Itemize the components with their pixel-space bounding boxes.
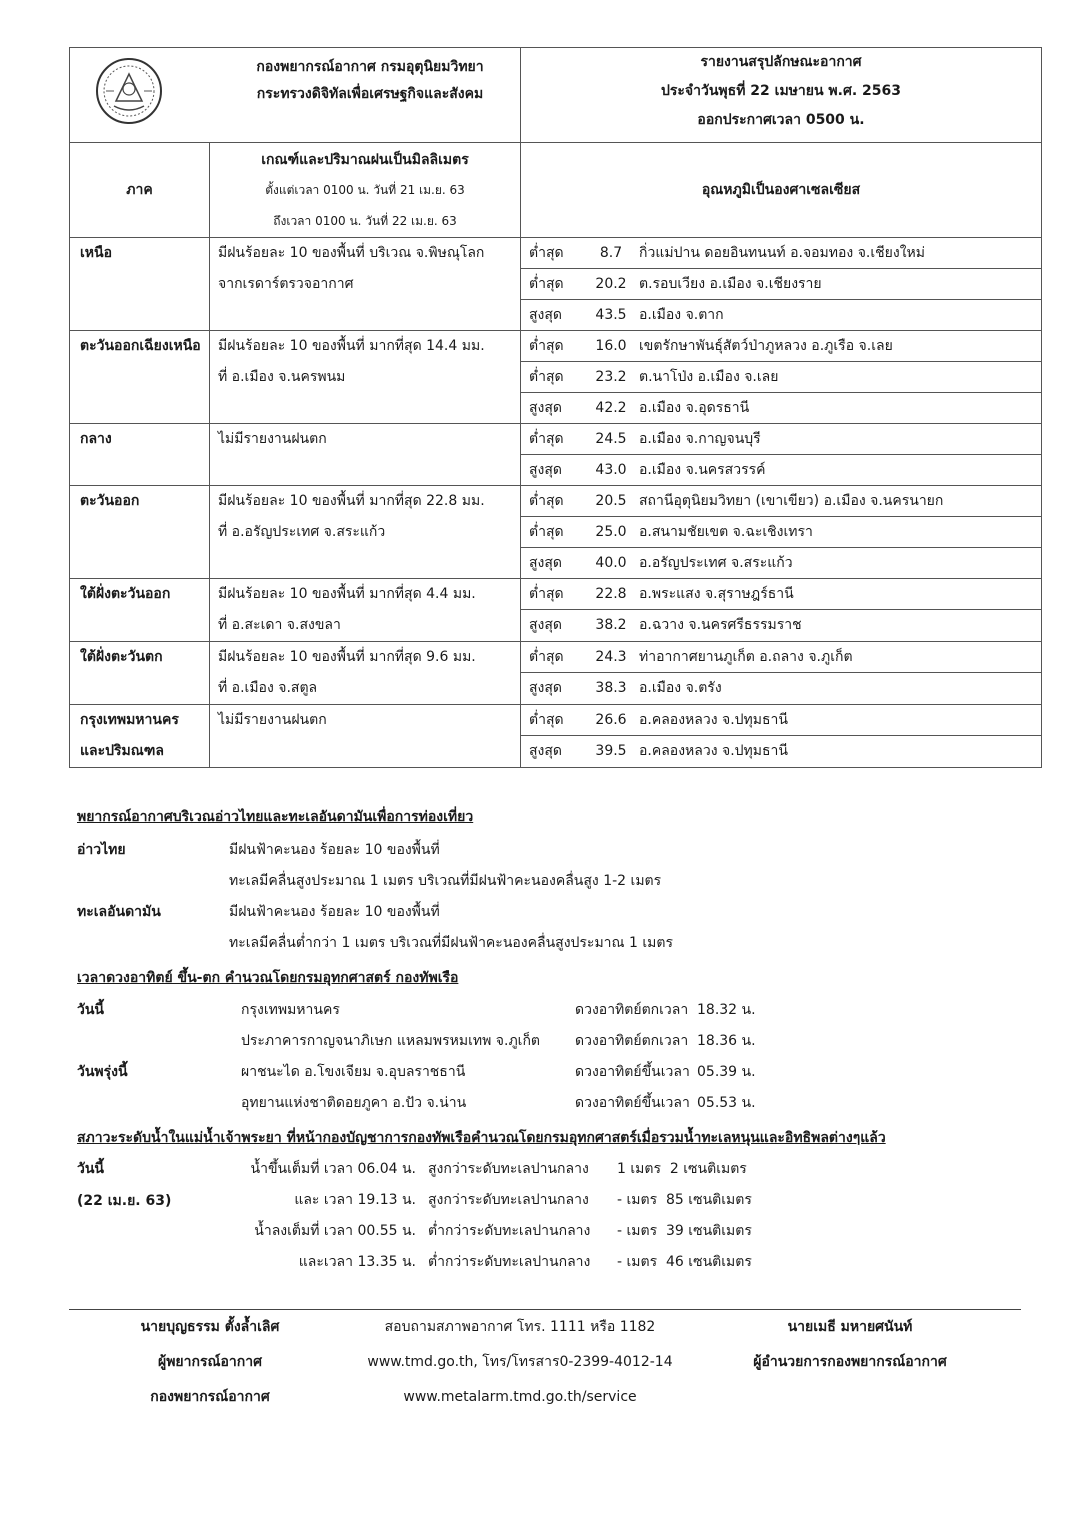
temp-place: ท่าอากาศยานภูเก็ต อ.ถลาง จ.ภูเก็ต xyxy=(639,642,1041,673)
rain-text: มีฝนร้อยละ 10 ของพื้นที่ มากที่สุด 9.6 มม. xyxy=(218,649,476,665)
region-name: ใต้ฝั่งตะวันออก xyxy=(80,586,171,602)
region-name-cell xyxy=(70,579,210,642)
temp-kind: สูงสุด xyxy=(529,400,563,416)
region-row xyxy=(70,238,1042,331)
temp-value: 22.8 xyxy=(583,579,639,610)
rain-text: มีฝนร้อยละ 10 ของพื้นที่ มากที่สุด 4.4 มม. xyxy=(218,586,476,602)
temp-place: อ.คลองหลวง จ.ปทุมธานี xyxy=(639,743,788,759)
temp-row xyxy=(521,362,1041,393)
temp-kind: ต่ำสุด xyxy=(521,362,583,393)
region-name: ตะวันออก xyxy=(80,493,140,509)
temp-row xyxy=(521,673,1041,704)
temp-place: อ.คลองหลวง จ.ปทุมธานี xyxy=(639,705,1041,736)
sun-place: ประภาคารกาญจนาภิเษก แหลมพรหมเทพ จ.ภูเก็ต xyxy=(241,1033,541,1049)
temp-value: 39.5 xyxy=(595,743,627,759)
temp-value: 26.6 xyxy=(583,705,639,736)
temp-place: อ.เมือง จ.ตาก xyxy=(639,307,724,323)
tide-section-title: สภาวะระดับน้ำในแม่น้ำเจ้าพระยา ที่หน้ากองบัญชาการกองทัพเรือคำนวณโดยกรมอุทกศาสตร์เมื่อรวมน้ำทะเลหนุนและอิทธิพลต่างๆแล้ว xyxy=(77,1130,886,1146)
temps-cell xyxy=(521,705,1042,768)
temp-place: อ.เมือง จ.ตรัง xyxy=(639,680,722,696)
sun-event: ดวงอาทิตย์ขึ้นเวลา xyxy=(575,1064,690,1080)
forecaster-title: ผู้พยากรณ์อากาศ xyxy=(158,1354,262,1370)
region-row xyxy=(70,486,1042,579)
temp-row xyxy=(521,331,1041,362)
sun-event: ดวงอาทิตย์ขึ้นเวลา xyxy=(575,1095,690,1111)
temp-kind: ต่ำสุด xyxy=(521,269,583,300)
temp-row xyxy=(521,300,1041,331)
temp-value: 38.2 xyxy=(595,617,627,633)
rain-header-from: ตั้งแต่เวลา 0100 น. วันที่ 21 เม.ย. 63 xyxy=(265,183,465,197)
rain-cell xyxy=(210,579,521,642)
tide-date-label: (22 เม.ย. 63) xyxy=(77,1193,172,1209)
temp-place: อ.เมือง จ.กาญจนบุรี xyxy=(639,424,1041,455)
contact-website[interactable]: www.tmd.go.th, โทร/โทรสาร0-2399-4012-14 xyxy=(367,1354,673,1370)
tmd-seal-icon xyxy=(94,56,164,126)
temp-place: ต.นาโป่ง อ.เมือง จ.เลย xyxy=(639,362,1041,393)
temp-kind: สูงสุด xyxy=(529,307,563,323)
tide-relation: สูงกว่าระดับทะเลปานกลาง xyxy=(428,1161,589,1177)
temp-value: 20.5 xyxy=(583,486,639,517)
rain-header-title: เกณฑ์และปริมาณฝนเป็นมิลลิเมตร xyxy=(261,152,469,168)
temps-cell xyxy=(521,579,1042,642)
rain-text: มีฝนร้อยละ 10 ของพื้นที่ มากที่สุด 22.8 มม. xyxy=(218,493,485,509)
footer-left xyxy=(100,1310,320,1415)
tide-time: และ เวลา 19.13 น. xyxy=(294,1192,416,1208)
region-name: กรุงเทพมหานคร xyxy=(80,712,179,728)
region-name: ตะวันออกเฉียงเหนือ xyxy=(80,338,201,354)
temp-row xyxy=(521,517,1041,548)
temp-value: 20.2 xyxy=(583,269,639,300)
temp-row xyxy=(521,705,1041,736)
col-temp-header: อุณหภูมิเป็นองศาเซลเซียส xyxy=(521,143,1042,238)
org-name-line1: กองพยากรณ์อากาศ กรมอุตุนิยมวิทยา xyxy=(256,59,484,75)
rain-text: ที่ อ.สะเดา จ.สงขลา xyxy=(218,617,341,633)
footer-right xyxy=(720,1310,980,1380)
report-title-cell xyxy=(521,48,1042,143)
temp-kind: ต่ำสุด xyxy=(521,642,583,673)
contact-service-link[interactable]: www.metalarm.tmd.go.th/service xyxy=(403,1389,637,1405)
tide-time: น้ำลงเต็มที่ เวลา 00.55 น. xyxy=(254,1223,416,1239)
marine-forecast-line: ทะเลมีคลื่นสูงประมาณ 1 เมตร บริเวณที่มีฝนฟ้าคะนองคลื่นสูง 1-2 เมตร xyxy=(229,873,662,889)
sun-event: ดวงอาทิตย์ตกเวลา xyxy=(575,1033,689,1049)
temp-value: 8.7 xyxy=(583,238,639,269)
temp-kind: สูงสุด xyxy=(529,462,563,478)
temp-row xyxy=(521,238,1041,269)
temp-value: 25.0 xyxy=(583,517,639,548)
forecaster-name: นายบุญธรรม ตั้งล้ำเลิศ xyxy=(140,1319,280,1335)
marine-forecast-line: มีฝนฟ้าคะนอง ร้อยละ 10 ของพื้นที่ xyxy=(229,904,440,920)
rain-cell xyxy=(210,424,521,486)
temp-place: อ.เมือง จ.อุดรธานี xyxy=(639,400,750,416)
rain-text: ไม่มีรายงานฝนตก xyxy=(218,712,327,728)
region-name-cell xyxy=(70,486,210,579)
tide-relation: ต่ำกว่าระดับทะเลปานกลาง xyxy=(428,1254,591,1270)
rain-text: มีฝนร้อยละ 10 ของพื้นที่ บริเวณ จ.พิษณุโลก xyxy=(218,245,485,261)
issued-time: ออกประกาศเวลา 0500 น. xyxy=(697,112,865,128)
forecaster-dept: กองพยากรณ์อากาศ xyxy=(150,1389,270,1405)
temp-value: 16.0 xyxy=(583,331,639,362)
temps-cell xyxy=(521,642,1042,705)
temp-kind: ต่ำสุด xyxy=(521,517,583,548)
temp-kind: ต่ำสุด xyxy=(521,238,583,269)
report-date: ประจำวันพุธที่ 22 เมษายน พ.ศ. 2563 xyxy=(661,83,901,99)
temp-value: 43.5 xyxy=(595,307,627,323)
temp-row xyxy=(521,269,1041,300)
temp-value: 24.3 xyxy=(583,642,639,673)
temp-place: เขตรักษาพันธุ์สัตว์ป่าภูหลวง อ.ภูเรือ จ.เลย xyxy=(639,331,1041,362)
temp-value: 43.0 xyxy=(595,462,627,478)
temp-kind: สูงสุด xyxy=(529,555,563,571)
rain-cell xyxy=(210,238,521,331)
region-row xyxy=(70,705,1042,768)
temp-row xyxy=(521,548,1041,579)
weather-summary-table xyxy=(69,47,1042,768)
marine-forecast-line: มีฝนฟ้าคะนอง ร้อยละ 10 ของพื้นที่ xyxy=(229,842,440,858)
region-name: ใต้ฝั่งตะวันตก xyxy=(80,649,163,665)
temp-row xyxy=(521,455,1041,486)
temp-place: อ.สนามชัยเขต จ.ฉะเชิงเทรา xyxy=(639,517,1041,548)
director-name: นายเมธี มหายศนันท์ xyxy=(787,1319,913,1335)
sun-place: ผาชนะได อ.โขงเจียม จ.อุบลราชธานี xyxy=(241,1064,466,1080)
marine-forecast-line: ทะเลมีคลื่นต่ำกว่า 1 เมตร บริเวณที่มีฝนฟ้าคะนองคลื่นสูงประมาณ 1 เมตร xyxy=(229,935,673,951)
sun-time: 18.32 น. xyxy=(697,1002,756,1018)
temp-row xyxy=(521,424,1041,455)
rain-text: ไม่มีรายงานฝนตก xyxy=(218,431,327,447)
col-rain-header xyxy=(210,143,521,238)
sun-time: 18.36 น. xyxy=(697,1033,756,1049)
temp-row xyxy=(521,393,1041,424)
rain-text: ที่ อ.อรัญประเทศ จ.สระแก้ว xyxy=(218,524,386,540)
region-row xyxy=(70,642,1042,705)
tide-time: และเวลา 13.35 น. xyxy=(298,1254,416,1270)
temp-place: กิ่วแม่ปาน ดอยอินทนนท์ อ.จอมทอง จ.เชียงใหม่ xyxy=(639,238,1041,269)
rain-cell xyxy=(210,486,521,579)
sun-section-title: เวลาดวงอาทิตย์ ขึ้น-ตก คำนวณโดยกรมอุทกศาสตร์ กองทัพเรือ xyxy=(77,970,459,986)
temp-place: อ.ฉวาง จ.นครศรีธรรมราช xyxy=(639,617,802,633)
region-name: กลาง xyxy=(80,431,112,447)
region-name-cell xyxy=(70,705,210,768)
report-header-row xyxy=(70,48,1042,143)
region-name-cell xyxy=(70,424,210,486)
org-name-line2: กระทรวงดิจิทัลเพื่อเศรษฐกิจและสังคม xyxy=(256,86,484,102)
temp-row xyxy=(521,642,1041,673)
temp-place: อ.เมือง จ.นครสวรรค์ xyxy=(639,462,766,478)
temp-place: สถานีอุตุนิยมวิทยา (เขาเขียว) อ.เมือง จ.นครนายก xyxy=(639,486,1041,517)
region-name: เหนือ xyxy=(80,245,112,261)
temp-value: 42.2 xyxy=(595,400,627,416)
rain-text: ที่ อ.เมือง จ.สตูล xyxy=(218,680,318,696)
region-row xyxy=(70,331,1042,424)
footer-center xyxy=(340,1310,700,1415)
sun-day-label: วันพรุ่งนี้ xyxy=(77,1064,128,1080)
marine-area-label: อ่าวไทย xyxy=(77,842,126,858)
tide-relation: สูงกว่าระดับทะเลปานกลาง xyxy=(428,1192,589,1208)
marine-section-title: พยากรณ์อากาศบริเวณอ่าวไทยและทะเลอันดามันเพื่อการท่องเที่ยว xyxy=(77,809,474,825)
region-name-cell xyxy=(70,642,210,705)
tide-relation: ต่ำกว่าระดับทะเลปานกลาง xyxy=(428,1223,591,1239)
region-name-cell xyxy=(70,331,210,424)
region-row xyxy=(70,579,1042,642)
temps-cell xyxy=(521,331,1042,424)
rain-cell xyxy=(210,331,521,424)
temp-value: 38.3 xyxy=(595,680,627,696)
temps-cell xyxy=(521,424,1042,486)
temp-row xyxy=(521,579,1041,610)
temps-cell xyxy=(521,238,1042,331)
temp-kind: ต่ำสุด xyxy=(521,705,583,736)
column-header-row xyxy=(70,143,1042,238)
rain-cell xyxy=(210,642,521,705)
rain-text: จากเรดาร์ตรวจอากาศ xyxy=(218,276,354,292)
temp-kind: ต่ำสุด xyxy=(521,331,583,362)
temp-place: ต.รอบเวียง อ.เมือง จ.เชียงราย xyxy=(639,269,1041,300)
temp-row xyxy=(521,610,1041,641)
temp-kind: ต่ำสุด xyxy=(521,424,583,455)
tide-day-label: วันนี้ xyxy=(77,1161,105,1177)
sun-event: ดวงอาทิตย์ตกเวลา xyxy=(575,1002,689,1018)
rain-cell xyxy=(210,705,521,768)
director-title: ผู้อำนวยการกองพยากรณ์อากาศ xyxy=(753,1354,947,1370)
temp-value: 23.2 xyxy=(583,362,639,393)
marine-area-label: ทะเลอันดามัน xyxy=(77,904,161,920)
tide-level: - เมตร 39 เซนติเมตร xyxy=(617,1223,752,1239)
temp-kind: สูงสุด xyxy=(529,680,563,696)
temp-place: อ.อรัญประเทศ จ.สระแก้ว xyxy=(639,555,793,571)
sun-time: 05.53 น. xyxy=(697,1095,756,1111)
rain-header-to: ถึงเวลา 0100 น. วันที่ 22 เม.ย. 63 xyxy=(273,214,457,228)
region-name-line2: และปริมณฑล xyxy=(80,743,164,759)
sun-place: กรุงเทพมหานคร xyxy=(241,1002,340,1018)
sun-day-label: วันนี้ xyxy=(77,1002,105,1018)
tide-time: น้ำขึ้นเต็มที่ เวลา 06.04 น. xyxy=(250,1161,416,1177)
temp-kind: ต่ำสุด xyxy=(521,579,583,610)
col-region-header: ภาค xyxy=(70,143,210,238)
org-header-cell xyxy=(70,48,521,143)
temp-row xyxy=(521,736,1041,767)
temp-kind: สูงสุด xyxy=(529,743,563,759)
tide-level: - เมตร 46 เซนติเมตร xyxy=(617,1254,752,1270)
sun-time: 05.39 น. xyxy=(697,1064,756,1080)
sun-place: อุทยานแห่งชาติดอยภูคา อ.ปัว จ.น่าน xyxy=(241,1095,467,1111)
temps-cell xyxy=(521,486,1042,579)
temp-value: 24.5 xyxy=(583,424,639,455)
region-name-cell xyxy=(70,238,210,331)
temp-kind: สูงสุด xyxy=(529,617,563,633)
rain-text: มีฝนร้อยละ 10 ของพื้นที่ มากที่สุด 14.4 มม. xyxy=(218,338,485,354)
report-title: รายงานสรุปลักษณะอากาศ xyxy=(700,54,862,70)
temp-value: 40.0 xyxy=(595,555,627,571)
region-row xyxy=(70,424,1042,486)
temp-place: อ.พระแสง จ.สุราษฎร์ธานี xyxy=(639,579,1041,610)
temp-row xyxy=(521,486,1041,517)
tide-level: - เมตร 85 เซนติเมตร xyxy=(617,1192,752,1208)
rain-text: ที่ อ.เมือง จ.นครพนม xyxy=(218,369,346,385)
tide-level: 1 เมตร 2 เซนติเมตร xyxy=(617,1161,747,1177)
temp-kind: ต่ำสุด xyxy=(521,486,583,517)
contact-phone: สอบถามสภาพอากาศ โทร. 1111 หรือ 1182 xyxy=(384,1319,656,1335)
